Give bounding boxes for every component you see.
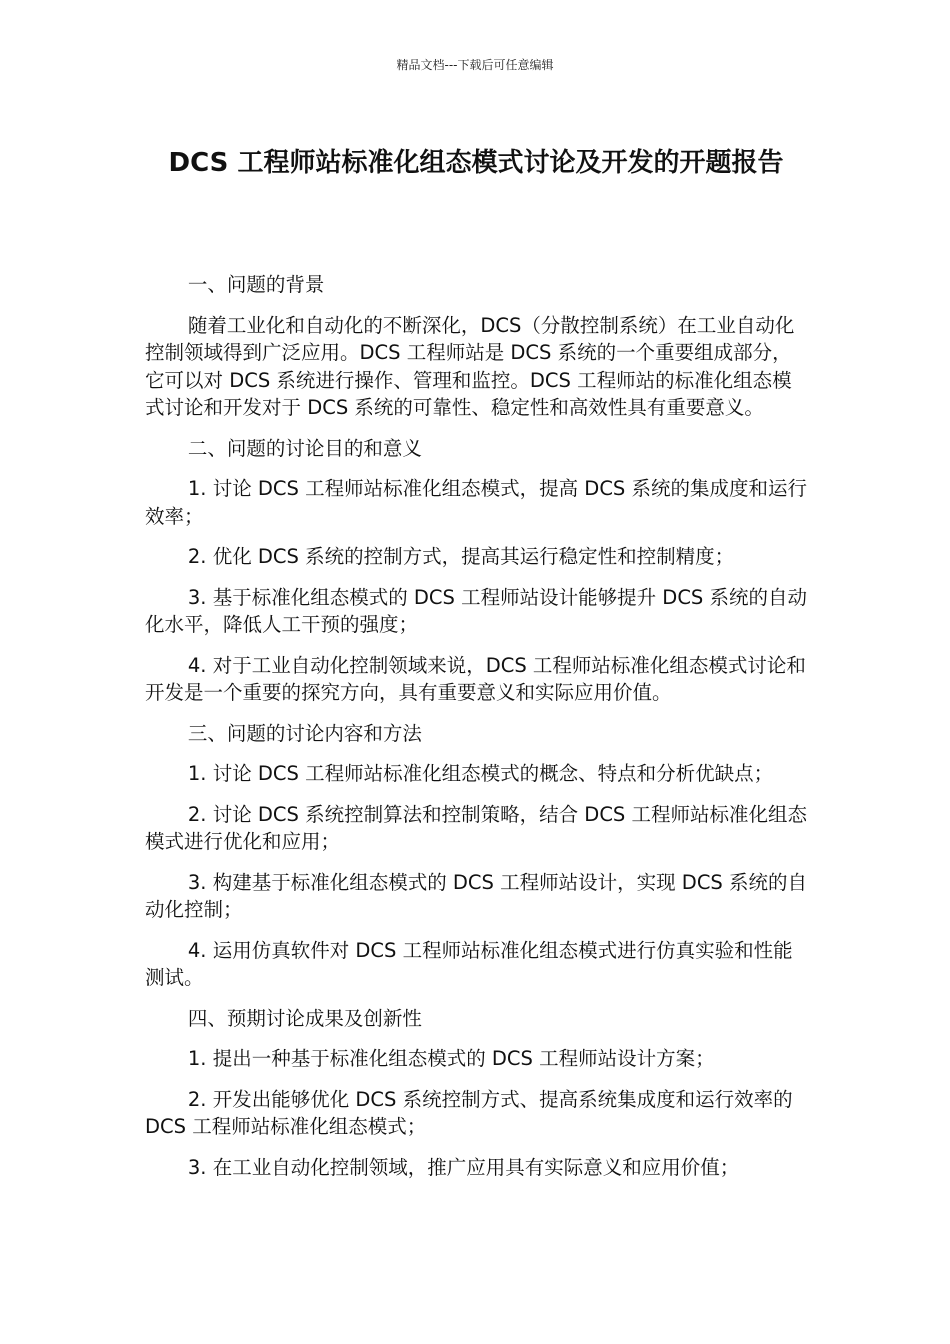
section-heading-content-method: 三、问题的讨论内容和方法 (187, 721, 422, 745)
content-item-1: 1. 讨论 DCS 工程师站标准化组态模式的概念、特点和分析优缺点； (187, 762, 774, 785)
purpose-item-4: 4. 对于工业自动化控制领域来说，DCS 工程师站标准化组态模式讨论和开发是一个重要的探究方向，具有重要意义和实际应用价值。 (145, 653, 806, 704)
content-item-2: 2. 讨论 DCS 系统控制算法和控制策略，结合 DCS 工程师站标准化组态模式进行优化和应用； (145, 802, 808, 853)
purpose-item-1: 1. 讨论 DCS 工程师站标准化组态模式，提高 DCS 系统的集成度和运行效率； (145, 477, 808, 528)
content-item-4: 4. 运用仿真软件对 DCS 工程师站标准化组态模式进行仿真实验和性能测试。 (145, 938, 793, 989)
purpose-item-2: 2. 优化 DCS 系统的控制方式，提高其运行稳定性和控制精度； (187, 545, 735, 568)
header-note: 精品文档---下载后可任意编辑 (396, 58, 554, 72)
purpose-item-3: 3. 基于标准化组态模式的 DCS 工程师站设计能够提升 DCS 系统的自动化水平，降低人工干预的强度； (145, 585, 808, 636)
document-title: DCS 工程师站标准化组态模式讨论及开发的开题报告 (168, 148, 784, 178)
result-item-2: 2. 开发出能够优化 DCS 系统控制方式、提高系统集成度和运行效率的 DCS 工程师站标准化组态模式； (145, 1087, 793, 1138)
background-paragraph: 随着工业化和自动化的不断深化，DCS（分散控制系统）在工业自动化控制领域得到广泛应用。DCS 工程师站是 DCS 系统的一个重要组成部分，它可以对 DCS 系统进行操作、管理和监控。DCS 工程师站的标准化组态模式讨论和开发对于 DCS 系统的可靠性、稳定性和高效性具有重要意义。 (145, 313, 795, 419)
result-item-1: 1. 提出一种基于标准化组态模式的 DCS 工程师站设计方案； (187, 1047, 715, 1070)
section-heading-background: 一、问题的背景 (187, 273, 325, 296)
section-heading-expected-results: 四、预期讨论成果及创新性 (187, 1006, 422, 1030)
document-body (145, 271, 807, 1194)
content-item-3: 3. 构建基于标准化组态模式的 DCS 工程师站设计，实现 DCS 系统的自动化控制； (145, 870, 808, 921)
result-item-3: 3. 在工业自动化控制领域，推广应用具有实际意义和应用价值； (187, 1155, 740, 1179)
section-heading-purpose: 二、问题的讨论目的和意义 (187, 436, 422, 460)
